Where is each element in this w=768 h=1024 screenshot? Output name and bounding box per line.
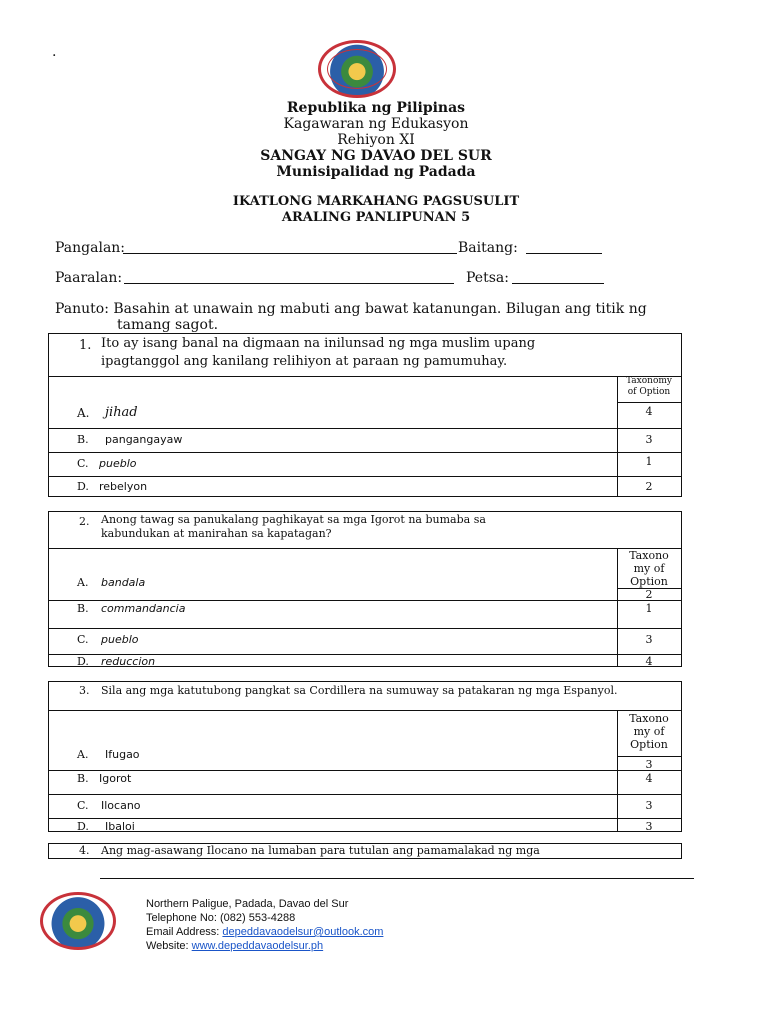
question-2-header <box>49 512 681 549</box>
option-letter: B. <box>77 433 89 446</box>
option-label: pangangayaw <box>105 433 183 446</box>
question-2-text-line2: kabundukan at manirahan sa kapatagan? <box>101 527 332 540</box>
question-2-number: 2. <box>79 515 90 528</box>
school-label: Paaralan: <box>55 270 123 286</box>
tax-header-line: my of <box>633 725 665 738</box>
option-letter: B. <box>77 772 89 785</box>
question-1-tax-header <box>617 376 681 398</box>
footer-email-link[interactable]: depeddavaodelsur@outlook.com <box>222 926 384 938</box>
question-4-number: 4. <box>79 844 90 857</box>
header-municipality: Munisipalidad ng Padada <box>276 164 476 180</box>
option-taxonomy-value: 3 <box>645 633 653 646</box>
option-taxonomy-value: 3 <box>645 799 653 812</box>
name-blank[interactable] <box>123 253 457 254</box>
option-letter: A. <box>77 748 89 761</box>
instructions-line1: Panuto: Basahin at unawain ng mabuti ang bawat katanungan. Bilugan ang titik ng <box>55 301 647 317</box>
tax-header-line: Taxono <box>629 712 669 725</box>
question-1-text-line1: Ito ay isang banal na digmaan na inilunsad ng mga muslim upang <box>101 336 536 351</box>
option-taxonomy-value: 2 <box>645 480 653 493</box>
option-label: bandala <box>101 576 146 589</box>
option-taxonomy-value: 2 <box>645 588 653 601</box>
option-label: Ibaloi <box>105 820 135 833</box>
option-row[interactable] <box>49 740 681 770</box>
option-taxonomy-value: 4 <box>645 772 653 785</box>
option-row[interactable] <box>49 600 681 629</box>
option-taxonomy-value: 3 <box>645 820 653 833</box>
question-3-box <box>48 681 682 832</box>
footer-website <box>146 939 323 953</box>
option-label: pueblo <box>99 457 137 470</box>
option-label: Ilocano <box>101 799 141 812</box>
tax-header-line: Taxono <box>629 549 669 562</box>
footer-email <box>146 925 383 939</box>
option-label: jihad <box>105 405 138 420</box>
option-taxonomy-value: 3 <box>645 433 653 446</box>
option-row[interactable] <box>49 794 681 819</box>
grade-blank[interactable] <box>526 253 602 254</box>
tax-header-line: Taxonomy <box>626 376 672 386</box>
option-taxonomy-value: 4 <box>645 655 653 668</box>
tax-header-line: Option <box>630 575 668 588</box>
option-row[interactable] <box>49 818 681 833</box>
top-mark: . <box>52 44 57 60</box>
option-row[interactable] <box>49 574 681 600</box>
tax-header-line: my of <box>633 562 665 575</box>
option-letter: B. <box>77 602 89 615</box>
option-letter: D. <box>77 820 89 833</box>
question-1-text-line2: ipagtanggol ang kanilang relihiyon at paraan ng pamumuhay. <box>101 354 508 369</box>
header-department: Kagawaran ng Edukasyon <box>283 116 469 132</box>
date-label: Petsa: <box>466 270 509 286</box>
option-label: Ifugao <box>105 748 140 761</box>
school-blank[interactable] <box>124 283 454 284</box>
question-2-text-line1: Anong tawag sa panukalang paghikayat sa mga Igorot na bumaba sa <box>101 513 486 526</box>
question-1-header <box>49 334 681 377</box>
option-row[interactable] <box>49 654 681 669</box>
option-label: rebelyon <box>99 480 148 493</box>
option-row[interactable] <box>49 770 681 795</box>
question-3-header <box>49 682 681 711</box>
option-row[interactable] <box>49 476 681 499</box>
name-label: Pangalan: <box>55 240 126 256</box>
option-letter: C. <box>77 633 89 646</box>
question-3-options <box>49 710 681 831</box>
question-3-text: Sila ang mga katutubong pangkat sa Cordillera na sumuway sa patakaran ng mga Espanyol. <box>101 684 618 697</box>
grade-label: Baitang: <box>458 240 518 256</box>
question-4-text: Ang mag-asawang Ilocano na lumaban para tutulan ang pamamalakad ng mga <box>101 844 540 857</box>
footer-address: Northern Paligue, Padada, Davao del Sur <box>146 898 349 910</box>
instructions-line2: tamang sagot. <box>117 317 219 333</box>
option-row[interactable] <box>49 428 681 453</box>
option-label: pueblo <box>101 633 139 646</box>
option-label: reduccion <box>101 655 156 668</box>
tax-header-line: of Option <box>627 387 671 397</box>
option-label: Igorot <box>99 772 132 785</box>
question-1-options <box>49 376 681 496</box>
option-row[interactable] <box>49 452 681 477</box>
division-seal-logo <box>318 40 396 98</box>
header-region: Rehiyon XI <box>337 132 415 148</box>
header-republic: Republika ng Pilipinas <box>286 100 466 116</box>
question-1-number: 1. <box>79 338 92 353</box>
option-label: commandancia <box>101 602 186 615</box>
date-blank[interactable] <box>512 283 604 284</box>
option-letter: D. <box>77 480 89 493</box>
footer-website-link[interactable]: www.depeddavaodelsur.ph <box>191 940 324 952</box>
question-2-box <box>48 511 682 667</box>
footer-telephone: Telephone No: (082) 553-4288 <box>146 912 296 924</box>
question-3-number: 3. <box>79 684 90 697</box>
option-taxonomy-value: 3 <box>645 758 653 771</box>
option-letter: C. <box>77 799 89 812</box>
option-letter: D. <box>77 655 89 668</box>
footer-email-label: Email Address: <box>146 926 223 938</box>
option-row[interactable] <box>49 628 681 655</box>
instructions <box>55 301 695 333</box>
option-letter: A. <box>77 576 89 589</box>
footer-seal-logo <box>40 892 116 950</box>
option-taxonomy-value: 4 <box>645 405 653 418</box>
option-taxonomy-value: 1 <box>645 602 653 615</box>
option-taxonomy-value: 1 <box>645 455 653 468</box>
question-2-options <box>49 548 681 666</box>
exam-title: IKATLONG MARKAHANG PAGSUSULIT <box>232 194 520 209</box>
option-letter: A. <box>77 406 90 420</box>
option-letter: C. <box>77 457 89 470</box>
option-row[interactable] <box>49 402 681 428</box>
tax-header-line: Option <box>630 738 668 751</box>
question-1-box <box>48 333 682 497</box>
exam-subject: ARALING PANLIPUNAN 5 <box>281 210 471 225</box>
footer-website-label: Website: <box>146 940 192 952</box>
header-division: SANGAY NG DAVAO DEL SUR <box>260 148 492 164</box>
question-4-box <box>48 843 682 859</box>
footer-divider <box>100 878 694 879</box>
